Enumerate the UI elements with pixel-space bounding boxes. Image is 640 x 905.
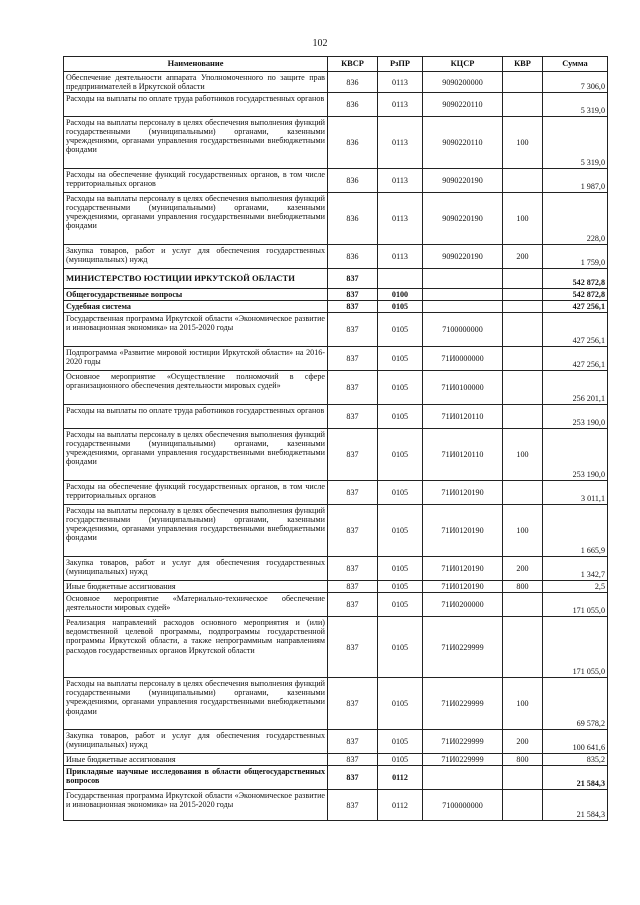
cell-kvr: 200 — [503, 557, 543, 581]
cell-rzpr: 0105 — [378, 617, 423, 678]
cell-rzpr: 0105 — [378, 405, 423, 429]
cell-kcsr: 9090220190 — [423, 193, 503, 245]
cell-kvr — [503, 617, 543, 678]
cell-kvsr: 837 — [328, 581, 378, 593]
cell-sum: 228,0 — [543, 193, 608, 245]
cell-kcsr: 71И0229999 — [423, 754, 503, 766]
table-row — [64, 269, 608, 289]
table-row — [64, 72, 608, 93]
cell-rzpr: 0113 — [378, 117, 423, 169]
cell-kvsr: 837 — [328, 301, 378, 313]
cell-kcsr: 9090220190 — [423, 245, 503, 269]
cell-rzpr: 0105 — [378, 678, 423, 730]
cell-name: Иные бюджетные ассигнования — [64, 581, 328, 593]
cell-kcsr: 71И0229999 — [423, 617, 503, 678]
cell-kvr: 100 — [503, 429, 543, 481]
cell-sum: 7 306,0 — [543, 72, 608, 93]
table-row — [64, 245, 608, 269]
cell-kvr — [503, 347, 543, 371]
cell-kvr — [503, 405, 543, 429]
cell-rzpr: 0113 — [378, 169, 423, 193]
cell-name: Расходы на выплаты персоналу в целях обеспечения выполнения функций государственными (муниципальными) органами, казенными учреждениями, органами управления государственными внебюджетными фондами — [64, 505, 328, 557]
cell-kcsr: 71И0120190 — [423, 505, 503, 557]
cell-rzpr: 0113 — [378, 72, 423, 93]
cell-name: Обеспечение деятельности аппарата Уполномоченного по защите прав предпринимателей в Иркутской области — [64, 72, 328, 93]
cell-kvsr: 837 — [328, 766, 378, 790]
cell-sum: 1 987,0 — [543, 169, 608, 193]
cell-kvsr: 836 — [328, 245, 378, 269]
table-row — [64, 790, 608, 821]
cell-kvsr: 837 — [328, 347, 378, 371]
page-number: 102 — [312, 38, 328, 49]
table-row — [64, 117, 608, 169]
cell-name: Иные бюджетные ассигнования — [64, 754, 328, 766]
cell-kvr — [503, 481, 543, 505]
column-header-sum: Сумма — [543, 57, 608, 72]
cell-kcsr: 71И0229999 — [423, 678, 503, 730]
cell-rzpr: 0105 — [378, 313, 423, 347]
cell-name: Прикладные научные исследования в области общегосударственных вопросов — [64, 766, 328, 790]
cell-kcsr: 9090220190 — [423, 169, 503, 193]
cell-rzpr: 0113 — [378, 193, 423, 245]
cell-sum: 100 641,6 — [543, 730, 608, 754]
cell-name: Расходы на выплаты по оплате труда работников государственных органов — [64, 405, 328, 429]
cell-kcsr: 71И0120190 — [423, 557, 503, 581]
cell-sum: 21 584,3 — [543, 790, 608, 821]
cell-rzpr: 0100 — [378, 289, 423, 301]
table-row — [64, 93, 608, 117]
cell-name: Подпрограмма «Развитие мировой юстиции Иркутской области» на 2016-2020 годы — [64, 347, 328, 371]
cell-sum: 542 872,8 — [543, 269, 608, 289]
cell-name: Расходы на выплаты персоналу в целях обеспечения выполнения функций государственными (муниципальными) органами, казенными учреждениями, органами управления государственными внебюджетными фондами — [64, 117, 328, 169]
table-row — [64, 405, 608, 429]
cell-kvr — [503, 169, 543, 193]
cell-kvsr: 837 — [328, 269, 378, 289]
cell-kvsr: 837 — [328, 405, 378, 429]
cell-kvr: 800 — [503, 754, 543, 766]
cell-kcsr — [423, 289, 503, 301]
cell-name: Расходы на выплаты персоналу в целях обеспечения выполнения функций государственными (муниципальными) органами, казенными учреждениями, органами управления государственными внебюджетными фондами — [64, 678, 328, 730]
table-row — [64, 557, 608, 581]
cell-name: Основное мероприятие «Осуществление полномочий в сфере организационного обеспечения деятельности мировых судей» — [64, 371, 328, 405]
table-row — [64, 371, 608, 405]
cell-kvsr: 836 — [328, 93, 378, 117]
cell-kvsr: 837 — [328, 557, 378, 581]
cell-kvr: 200 — [503, 245, 543, 269]
column-header-kcsr: КЦСР — [423, 57, 503, 72]
cell-kvr: 100 — [503, 505, 543, 557]
budget-table — [63, 56, 608, 821]
cell-name: Закупка товаров, работ и услуг для обеспечения государственных (муниципальных) нужд — [64, 245, 328, 269]
cell-kcsr — [423, 766, 503, 790]
cell-kvsr: 837 — [328, 371, 378, 405]
cell-name: Реализация направлений расходов основного мероприятия и (или) ведомственной целевой программы, подпрограммы государственной программы Иркутской области, а также непрограммным направлениям расходов государственных органов Иркутской области — [64, 617, 328, 678]
cell-name: Расходы на обеспечение функций государственных органов, в том числе территориальных органов — [64, 169, 328, 193]
cell-kcsr: 71И0000000 — [423, 347, 503, 371]
cell-name: Расходы на обеспечение функций государственных органов, в том числе территориальных органов — [64, 481, 328, 505]
cell-rzpr: 0105 — [378, 301, 423, 313]
cell-sum: 21 584,3 — [543, 766, 608, 790]
cell-kvr: 200 — [503, 730, 543, 754]
cell-kcsr — [423, 269, 503, 289]
cell-rzpr: 0105 — [378, 347, 423, 371]
table-row — [64, 169, 608, 193]
table-row — [64, 193, 608, 245]
cell-kvr — [503, 371, 543, 405]
cell-rzpr: 0113 — [378, 245, 423, 269]
cell-kcsr: 71И0120190 — [423, 481, 503, 505]
cell-kvsr: 837 — [328, 617, 378, 678]
table-row — [64, 678, 608, 730]
table-row — [64, 301, 608, 313]
cell-kcsr: 7100000000 — [423, 790, 503, 821]
table-row — [64, 617, 608, 678]
cell-kcsr: 71И0200000 — [423, 593, 503, 617]
table-row — [64, 766, 608, 790]
cell-kvr — [503, 301, 543, 313]
cell-kvr: 800 — [503, 581, 543, 593]
cell-kvsr: 836 — [328, 72, 378, 93]
cell-sum: 171 055,0 — [543, 617, 608, 678]
cell-rzpr: 0105 — [378, 593, 423, 617]
table-row — [64, 429, 608, 481]
cell-sum: 542 872,8 — [543, 289, 608, 301]
column-header-kvr: КВР — [503, 57, 543, 72]
cell-rzpr: 0105 — [378, 429, 423, 481]
cell-sum: 69 578,2 — [543, 678, 608, 730]
table-row — [64, 313, 608, 347]
cell-rzpr: 0105 — [378, 505, 423, 557]
cell-name: Расходы на выплаты по оплате труда работников государственных органов — [64, 93, 328, 117]
cell-kvsr: 836 — [328, 169, 378, 193]
cell-kvr — [503, 269, 543, 289]
cell-kvr — [503, 93, 543, 117]
column-header-name: Наименование — [64, 57, 328, 72]
cell-rzpr: 0105 — [378, 581, 423, 593]
cell-kvr: 100 — [503, 193, 543, 245]
cell-sum: 1 759,0 — [543, 245, 608, 269]
table-row — [64, 505, 608, 557]
cell-kcsr: 9090220110 — [423, 117, 503, 169]
cell-name: Закупка товаров, работ и услуг для обеспечения государственных (муниципальных) нужд — [64, 557, 328, 581]
cell-kcsr: 71И0120190 — [423, 581, 503, 593]
cell-name: Государственная программа Иркутской области «Экономическое развитие и инновационная экономика» на 2015-2020 годы — [64, 313, 328, 347]
cell-sum: 1 342,7 — [543, 557, 608, 581]
cell-rzpr: 0112 — [378, 766, 423, 790]
cell-rzpr: 0105 — [378, 730, 423, 754]
table-row — [64, 347, 608, 371]
cell-sum: 5 319,0 — [543, 117, 608, 169]
cell-kcsr: 71И0120110 — [423, 429, 503, 481]
cell-name: Закупка товаров, работ и услуг для обеспечения государственных (муниципальных) нужд — [64, 730, 328, 754]
table-body — [64, 72, 608, 821]
cell-name: Государственная программа Иркутской области «Экономическое развитие и инновационная экономика» на 2015-2020 годы — [64, 790, 328, 821]
cell-sum: 253 190,0 — [543, 405, 608, 429]
cell-kvsr: 837 — [328, 790, 378, 821]
table-row — [64, 581, 608, 593]
table-row — [64, 481, 608, 505]
cell-rzpr: 0105 — [378, 371, 423, 405]
cell-kcsr: 9090220110 — [423, 93, 503, 117]
cell-name: Основное мероприятие «Материально-техническое обеспечение деятельности мировых судей» — [64, 593, 328, 617]
cell-kcsr: 71И0120110 — [423, 405, 503, 429]
column-header-kvsr: КВСР — [328, 57, 378, 72]
cell-kvsr: 836 — [328, 117, 378, 169]
cell-kcsr: 71И0100000 — [423, 371, 503, 405]
cell-sum: 1 665,9 — [543, 505, 608, 557]
cell-kvr: 100 — [503, 678, 543, 730]
cell-sum: 253 190,0 — [543, 429, 608, 481]
cell-kvsr: 837 — [328, 429, 378, 481]
cell-kvsr: 837 — [328, 313, 378, 347]
cell-rzpr: 0105 — [378, 557, 423, 581]
cell-sum: 427 256,1 — [543, 313, 608, 347]
cell-kvsr: 837 — [328, 730, 378, 754]
cell-name: Общегосударственные вопросы — [64, 289, 328, 301]
cell-sum: 256 201,1 — [543, 371, 608, 405]
table-row — [64, 289, 608, 301]
cell-kcsr — [423, 301, 503, 313]
cell-kcsr: 9090200000 — [423, 72, 503, 93]
cell-kvsr: 837 — [328, 593, 378, 617]
cell-kvr — [503, 72, 543, 93]
cell-name: Судебная система — [64, 301, 328, 313]
cell-rzpr: 0105 — [378, 754, 423, 766]
cell-sum: 3 011,1 — [543, 481, 608, 505]
cell-sum: 427 256,1 — [543, 301, 608, 313]
cell-sum: 427 256,1 — [543, 347, 608, 371]
cell-sum: 835,2 — [543, 754, 608, 766]
cell-sum: 171 055,0 — [543, 593, 608, 617]
cell-rzpr — [378, 269, 423, 289]
cell-kvsr: 837 — [328, 754, 378, 766]
cell-rzpr: 0112 — [378, 790, 423, 821]
cell-sum: 2,5 — [543, 581, 608, 593]
cell-name: Расходы на выплаты персоналу в целях обеспечения выполнения функций государственными (муниципальными) органами, казенными учреждениями, органами управления государственными внебюджетными фондами — [64, 193, 328, 245]
table-row — [64, 730, 608, 754]
cell-kvsr: 837 — [328, 289, 378, 301]
cell-kcsr: 7100000000 — [423, 313, 503, 347]
cell-name: МИНИСТЕРСТВО ЮСТИЦИИ ИРКУТСКОЙ ОБЛАСТИ — [64, 269, 328, 289]
cell-kvr — [503, 766, 543, 790]
cell-sum: 5 319,0 — [543, 93, 608, 117]
cell-rzpr: 0105 — [378, 481, 423, 505]
table-row — [64, 754, 608, 766]
cell-kvsr: 836 — [328, 193, 378, 245]
table-header-row — [64, 57, 608, 72]
column-header-rzpr: РзПР — [378, 57, 423, 72]
cell-kvr: 100 — [503, 117, 543, 169]
cell-kvr — [503, 593, 543, 617]
cell-kvsr: 837 — [328, 481, 378, 505]
cell-name: Расходы на выплаты персоналу в целях обеспечения выполнения функций государственными (муниципальными) органами, казенными учреждениями, органами управления государственными внебюджетными фондами — [64, 429, 328, 481]
cell-kvr — [503, 790, 543, 821]
cell-kcsr: 71И0229999 — [423, 730, 503, 754]
cell-kvr — [503, 313, 543, 347]
cell-rzpr: 0113 — [378, 93, 423, 117]
table-row — [64, 593, 608, 617]
cell-kvr — [503, 289, 543, 301]
cell-kvsr: 837 — [328, 505, 378, 557]
cell-kvsr: 837 — [328, 678, 378, 730]
